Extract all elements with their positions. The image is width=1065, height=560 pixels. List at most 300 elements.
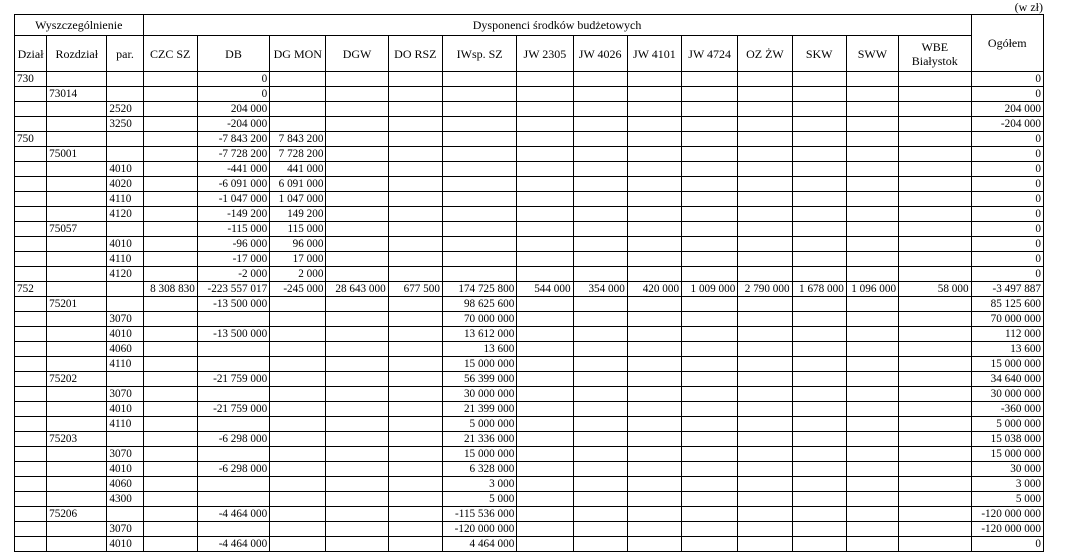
cell-value [899, 102, 972, 117]
cell-value: 0 [197, 87, 269, 102]
cell-value [846, 102, 898, 117]
cell-value [573, 492, 627, 507]
cell-value [682, 147, 738, 162]
cell-value [899, 477, 972, 492]
cell-value [573, 162, 627, 177]
cell-value [846, 357, 898, 372]
cell-value [846, 312, 898, 327]
cell-value [627, 537, 681, 552]
cell-value [326, 87, 388, 102]
cell-value [388, 237, 442, 252]
cell-value [627, 207, 681, 222]
cell-rozdzial [47, 117, 107, 132]
cell-value [517, 102, 573, 117]
cell-value [573, 87, 627, 102]
cell-value [738, 117, 792, 132]
cell-value [326, 342, 388, 357]
cell-total: 0 [971, 537, 1043, 552]
cell-total: 30 000 [971, 462, 1043, 477]
cell-value [682, 102, 738, 117]
cell-value [442, 162, 516, 177]
cell-value [517, 177, 573, 192]
cell-value [326, 447, 388, 462]
cell-par [107, 297, 143, 312]
cell-total: 13 600 [971, 342, 1043, 357]
cell-value [517, 237, 573, 252]
cell-value: -96 000 [197, 237, 269, 252]
header-disposer: DG MON [270, 36, 326, 72]
table-row [15, 417, 1044, 432]
cell-value [388, 87, 442, 102]
cell-value [517, 462, 573, 477]
cell-value [627, 477, 681, 492]
cell-value [627, 117, 681, 132]
cell-value [143, 417, 197, 432]
cell-value [899, 177, 972, 192]
cell-value [442, 222, 516, 237]
cell-value [270, 327, 326, 342]
cell-value [682, 237, 738, 252]
cell-value [573, 522, 627, 537]
cell-value [792, 417, 846, 432]
cell-total: 5 000 000 [971, 417, 1043, 432]
cell-value [143, 297, 197, 312]
cell-value [270, 342, 326, 357]
cell-value [326, 417, 388, 432]
cell-value [517, 357, 573, 372]
cell-value: 6 328 000 [442, 462, 516, 477]
cell-value: 174 725 800 [442, 282, 516, 297]
cell-value [899, 342, 972, 357]
cell-value [517, 417, 573, 432]
cell-value [517, 432, 573, 447]
cell-rozdzial: 75001 [47, 147, 107, 162]
cell-value [738, 192, 792, 207]
table-row [15, 267, 1044, 282]
table-row [15, 72, 1044, 87]
cell-value [899, 87, 972, 102]
cell-value [738, 387, 792, 402]
cell-value [738, 462, 792, 477]
cell-value [846, 462, 898, 477]
cell-value [846, 477, 898, 492]
cell-value [573, 72, 627, 87]
cell-value [846, 267, 898, 282]
cell-value [573, 477, 627, 492]
cell-value [792, 222, 846, 237]
cell-value [143, 117, 197, 132]
cell-value [270, 492, 326, 507]
cell-value [197, 342, 269, 357]
cell-par [107, 147, 143, 162]
cell-dzial [15, 312, 47, 327]
cell-par: 4120 [107, 207, 143, 222]
cell-value [792, 372, 846, 387]
table-row [15, 102, 1044, 117]
cell-value [899, 372, 972, 387]
cell-value: -7 843 200 [197, 132, 269, 147]
cell-total: 0 [971, 162, 1043, 177]
cell-rozdzial [47, 402, 107, 417]
table-row [15, 192, 1044, 207]
cell-value [442, 117, 516, 132]
cell-total: 204 000 [971, 102, 1043, 117]
cell-value [573, 402, 627, 417]
cell-dzial [15, 477, 47, 492]
cell-value [682, 357, 738, 372]
cell-value [899, 237, 972, 252]
cell-total: 0 [971, 72, 1043, 87]
cell-value [326, 312, 388, 327]
cell-value [388, 342, 442, 357]
cell-value: -223 557 017 [197, 282, 269, 297]
cell-dzial [15, 372, 47, 387]
header-row-columns [15, 36, 1044, 72]
cell-value [326, 102, 388, 117]
cell-value [899, 492, 972, 507]
cell-rozdzial [47, 72, 107, 87]
header-wyszczegolnienie: Wyszczególnienie [15, 15, 144, 36]
cell-value [573, 267, 627, 282]
table-row [15, 342, 1044, 357]
cell-value [143, 87, 197, 102]
cell-value [143, 447, 197, 462]
cell-value [143, 402, 197, 417]
cell-total: 70 000 000 [971, 312, 1043, 327]
cell-value [326, 327, 388, 342]
table-row [15, 492, 1044, 507]
cell-value [738, 177, 792, 192]
cell-value [846, 387, 898, 402]
cell-rozdzial [47, 417, 107, 432]
cell-value [143, 477, 197, 492]
table-row [15, 447, 1044, 462]
cell-value [388, 162, 442, 177]
cell-value [627, 522, 681, 537]
header-disposer: JW 4101 [627, 36, 681, 72]
cell-value [738, 312, 792, 327]
cell-rozdzial [47, 282, 107, 297]
cell-par [107, 372, 143, 387]
cell-value [682, 372, 738, 387]
cell-value: -6 298 000 [197, 462, 269, 477]
cell-value [517, 327, 573, 342]
cell-value [738, 417, 792, 432]
cell-value [627, 357, 681, 372]
cell-value [682, 132, 738, 147]
cell-total: 15 000 000 [971, 447, 1043, 462]
cell-value: -7 728 200 [197, 147, 269, 162]
cell-value [573, 432, 627, 447]
cell-value [738, 87, 792, 102]
cell-dzial [15, 447, 47, 462]
cell-value [899, 462, 972, 477]
cell-value: 30 000 000 [442, 387, 516, 402]
cell-value [517, 147, 573, 162]
cell-value [627, 372, 681, 387]
cell-value [143, 252, 197, 267]
cell-value [682, 177, 738, 192]
cell-value [846, 447, 898, 462]
cell-value [442, 267, 516, 282]
cell-value [442, 72, 516, 87]
cell-value [388, 117, 442, 132]
cell-value [627, 492, 681, 507]
cell-value [517, 447, 573, 462]
cell-value [846, 327, 898, 342]
cell-dzial [15, 357, 47, 372]
cell-total: 0 [971, 87, 1043, 102]
cell-value [326, 477, 388, 492]
cell-value: 2 790 000 [738, 282, 792, 297]
cell-value [573, 327, 627, 342]
cell-value [846, 222, 898, 237]
table-row [15, 147, 1044, 162]
cell-rozdzial [47, 447, 107, 462]
cell-rozdzial: 75206 [47, 507, 107, 522]
cell-value [627, 447, 681, 462]
cell-value [738, 102, 792, 117]
cell-value [682, 507, 738, 522]
cell-value [573, 297, 627, 312]
header-disposer: SKW [792, 36, 846, 72]
cell-par: 4110 [107, 252, 143, 267]
cell-value [682, 117, 738, 132]
cell-value: 70 000 000 [442, 312, 516, 327]
cell-dzial [15, 102, 47, 117]
cell-value [682, 447, 738, 462]
cell-value: 13 600 [442, 342, 516, 357]
header-row-groups [15, 15, 1044, 36]
cell-value [738, 357, 792, 372]
cell-value [899, 192, 972, 207]
cell-value [143, 237, 197, 252]
cell-value [846, 342, 898, 357]
cell-value [682, 432, 738, 447]
cell-value [270, 72, 326, 87]
cell-value [517, 342, 573, 357]
budget-table [14, 14, 1044, 552]
cell-value [517, 192, 573, 207]
cell-dzial [15, 417, 47, 432]
cell-value [573, 147, 627, 162]
cell-total: 0 [971, 132, 1043, 147]
header-disposer: WBE Białystok [899, 36, 972, 72]
cell-total: -204 000 [971, 117, 1043, 132]
cell-value [326, 252, 388, 267]
cell-value: 56 399 000 [442, 372, 516, 387]
cell-rozdzial [47, 177, 107, 192]
cell-value [682, 492, 738, 507]
cell-value [573, 207, 627, 222]
header-disposer: IWsp. SZ [442, 36, 516, 72]
cell-value [738, 507, 792, 522]
cell-value [899, 162, 972, 177]
cell-value [326, 492, 388, 507]
cell-value [738, 297, 792, 312]
cell-value [846, 237, 898, 252]
cell-value: 15 000 000 [442, 447, 516, 462]
cell-value [270, 507, 326, 522]
cell-value [143, 192, 197, 207]
cell-dzial [15, 162, 47, 177]
cell-dzial [15, 252, 47, 267]
cell-value [573, 507, 627, 522]
cell-value [738, 147, 792, 162]
header-disposer: SWW [846, 36, 898, 72]
cell-value [792, 507, 846, 522]
cell-value [792, 312, 846, 327]
cell-value: 3 000 [442, 477, 516, 492]
cell-rozdzial [47, 162, 107, 177]
cell-value [899, 312, 972, 327]
cell-total: 0 [971, 147, 1043, 162]
cell-value: 15 000 000 [442, 357, 516, 372]
cell-value [792, 147, 846, 162]
cell-value [682, 297, 738, 312]
cell-total: 0 [971, 207, 1043, 222]
cell-value [143, 462, 197, 477]
cell-value [326, 237, 388, 252]
cell-value [899, 417, 972, 432]
cell-value [792, 522, 846, 537]
cell-value [326, 72, 388, 87]
cell-value [738, 267, 792, 282]
cell-value: -115 000 [197, 222, 269, 237]
cell-value [442, 132, 516, 147]
cell-value [846, 297, 898, 312]
cell-value [899, 387, 972, 402]
cell-value [846, 147, 898, 162]
cell-value [517, 162, 573, 177]
cell-value [573, 387, 627, 402]
cell-rozdzial [47, 342, 107, 357]
cell-value [846, 192, 898, 207]
cell-total: 30 000 000 [971, 387, 1043, 402]
cell-par [107, 132, 143, 147]
cell-value [270, 432, 326, 447]
cell-value [197, 492, 269, 507]
cell-value [846, 132, 898, 147]
cell-rozdzial [47, 192, 107, 207]
cell-value: -441 000 [197, 162, 269, 177]
cell-value [627, 237, 681, 252]
header-dysponenci: Dysponenci środków budżetowych [143, 15, 971, 36]
cell-value [270, 447, 326, 462]
cell-value [792, 462, 846, 477]
cell-rozdzial: 75201 [47, 297, 107, 312]
cell-value [143, 72, 197, 87]
cell-value: 96 000 [270, 237, 326, 252]
cell-value [899, 267, 972, 282]
cell-value [197, 417, 269, 432]
cell-value [899, 432, 972, 447]
cell-total: 0 [971, 267, 1043, 282]
cell-value [270, 87, 326, 102]
cell-value: -115 536 000 [442, 507, 516, 522]
cell-value [573, 312, 627, 327]
cell-value [627, 147, 681, 162]
cell-value [682, 327, 738, 342]
cell-value [388, 72, 442, 87]
cell-par: 4300 [107, 492, 143, 507]
cell-value [573, 102, 627, 117]
header-disposer: DO RSZ [388, 36, 442, 72]
unit-note: (w zł) [1014, 0, 1043, 14]
cell-par: 4120 [107, 267, 143, 282]
cell-value: 544 000 [517, 282, 573, 297]
cell-value [326, 117, 388, 132]
cell-value: 441 000 [270, 162, 326, 177]
cell-value [792, 162, 846, 177]
cell-value [326, 507, 388, 522]
cell-dzial [15, 507, 47, 522]
cell-value [846, 177, 898, 192]
cell-value [792, 267, 846, 282]
cell-rozdzial [47, 102, 107, 117]
cell-dzial [15, 192, 47, 207]
cell-dzial: 730 [15, 72, 47, 87]
cell-par: 4010 [107, 402, 143, 417]
cell-value [388, 222, 442, 237]
cell-value [899, 522, 972, 537]
cell-value [517, 387, 573, 402]
cell-rozdzial [47, 462, 107, 477]
cell-dzial [15, 387, 47, 402]
table-row [15, 312, 1044, 327]
cell-value [573, 192, 627, 207]
header-disposer: CZC SZ [143, 36, 197, 72]
cell-value [846, 432, 898, 447]
cell-par [107, 432, 143, 447]
cell-value [573, 117, 627, 132]
cell-total: -120 000 000 [971, 522, 1043, 537]
cell-value [517, 207, 573, 222]
cell-total: 112 000 [971, 327, 1043, 342]
table-row [15, 282, 1044, 297]
cell-value [326, 402, 388, 417]
cell-value [682, 402, 738, 417]
cell-value [792, 357, 846, 372]
cell-value [143, 177, 197, 192]
cell-par: 4110 [107, 417, 143, 432]
cell-value [517, 222, 573, 237]
cell-value [388, 177, 442, 192]
header-disposer: JW 4724 [682, 36, 738, 72]
table-row [15, 327, 1044, 342]
cell-value [627, 297, 681, 312]
cell-value [899, 447, 972, 462]
cell-value [517, 87, 573, 102]
header-disposer: OZ ŻW [738, 36, 792, 72]
table-body [15, 72, 1044, 552]
cell-total: 15 038 000 [971, 432, 1043, 447]
cell-value [517, 507, 573, 522]
cell-value [270, 477, 326, 492]
cell-value [682, 87, 738, 102]
cell-value [270, 117, 326, 132]
cell-value [682, 417, 738, 432]
cell-dzial [15, 462, 47, 477]
cell-value: 204 000 [197, 102, 269, 117]
cell-value [738, 372, 792, 387]
cell-value [899, 402, 972, 417]
cell-value: 1 009 000 [682, 282, 738, 297]
cell-value [326, 192, 388, 207]
cell-value [326, 387, 388, 402]
cell-value [627, 342, 681, 357]
cell-value [388, 132, 442, 147]
